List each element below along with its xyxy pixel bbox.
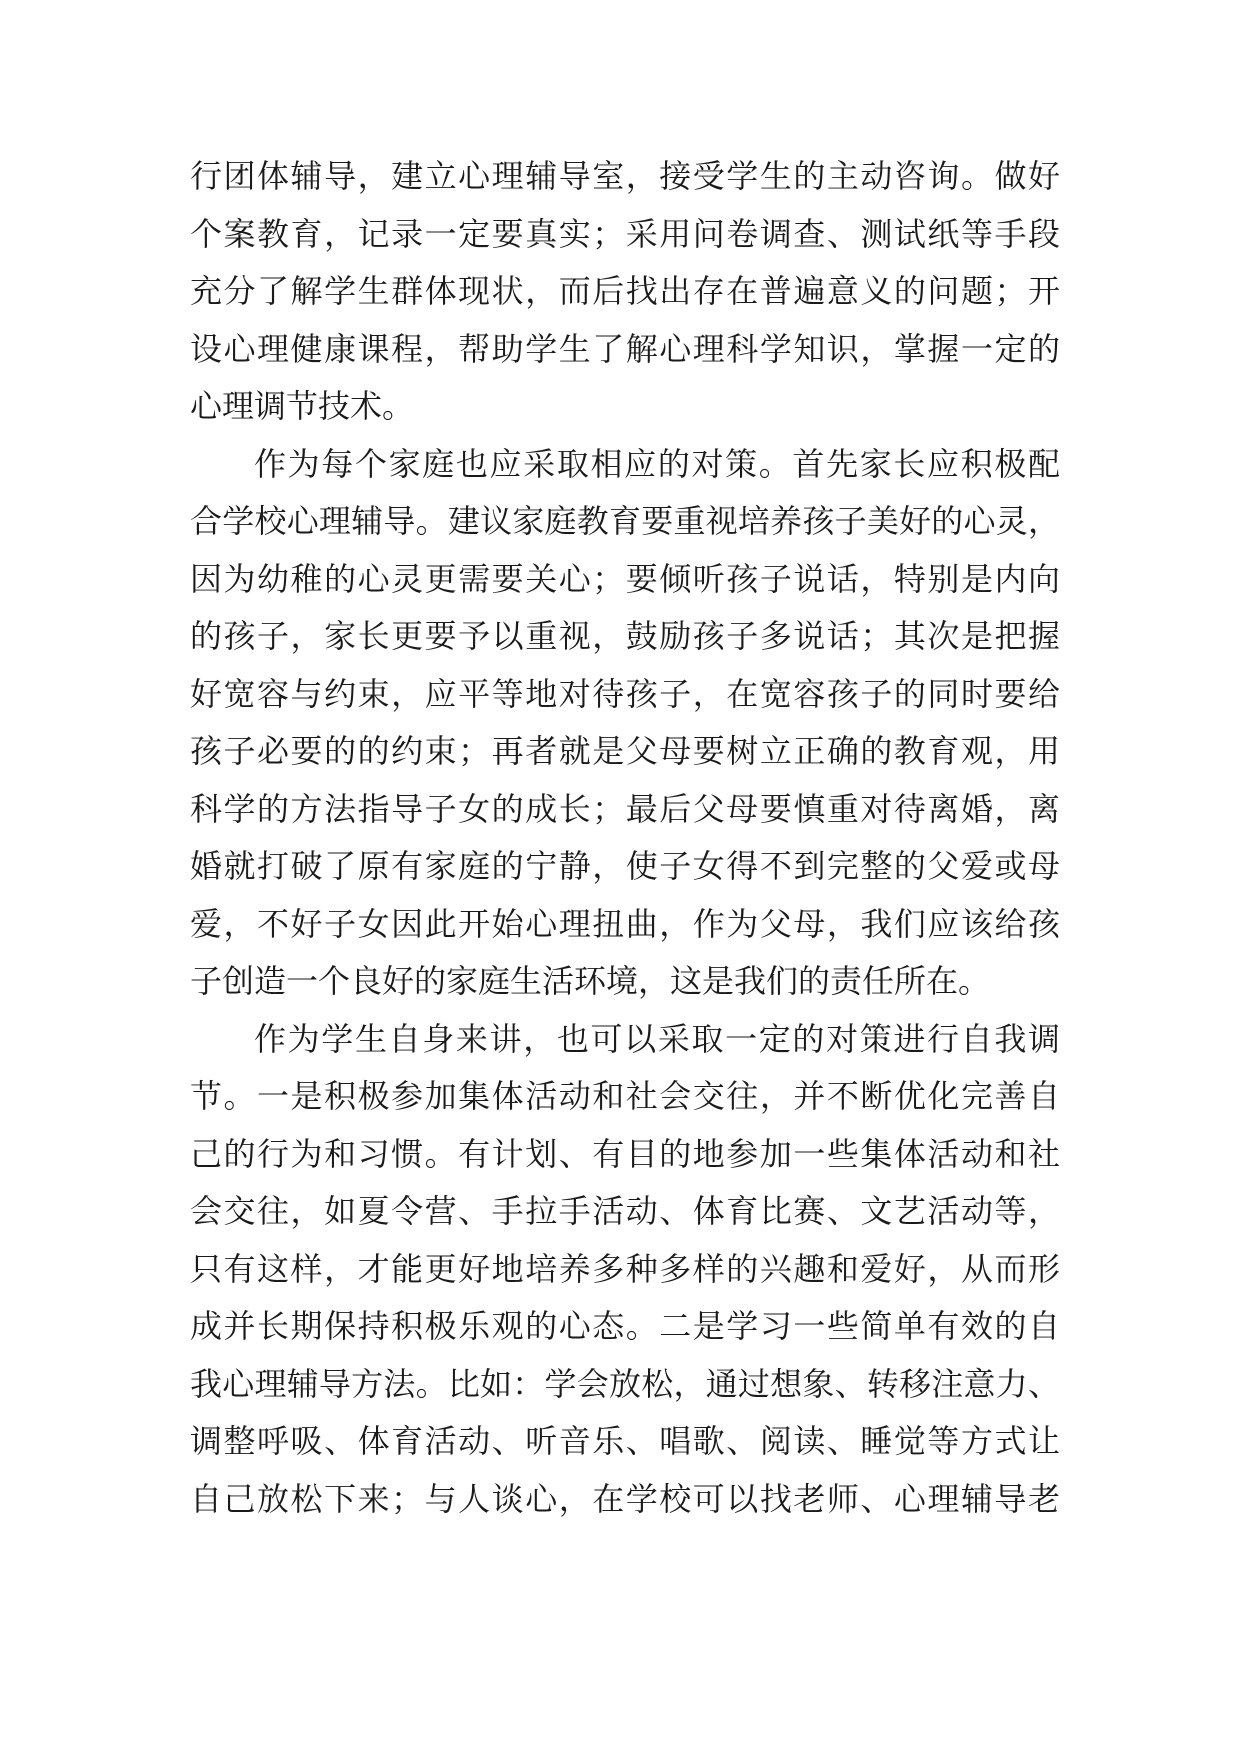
text-line: 作为学生自身来讲，也可以采取一定的对策进行自我调 [254, 1019, 1060, 1058]
text-line: 婚就打破了原有家庭的宁静，使子女得不到完整的父爱或母 [190, 847, 1060, 885]
document-body [190, 148, 1060, 1528]
text-line: 行团体辅导，建立心理辅导室，接受学生的主动咨询。做好 [190, 157, 1060, 195]
text-line: 科学的方法指导子女的成长；最后父母要慎重对待离婚，离 [190, 789, 1060, 828]
text-line: 充分了解学生群体现状，而后找出存在普遍意义的问题；开 [190, 272, 1060, 310]
text-line: 的孩子，家长更要予以重视，鼓励孩子多说话；其次是把握 [190, 617, 1060, 655]
text-line: 心理调节技术。 [190, 387, 415, 425]
text-line: 个案教育，记录一定要真实；采用问卷调查、测试纸等手段 [190, 214, 1060, 253]
text-line: 因为幼稚的心灵更需要关心；要倾听孩子说话，特别是内向 [190, 559, 1060, 598]
text-line: 孩子必要的的约束；再者就是父母要树立正确的教育观，用 [190, 732, 1060, 770]
text-line: 只有这样，才能更好地培养多种多样的兴趣和爱好，从而形 [190, 1249, 1060, 1288]
text-line: 子创造一个良好的家庭生活环境，这是我们的责任所在。 [190, 962, 991, 1000]
text-line: 会交往，如夏令营、手拉手活动、体育比赛、文艺活动等， [190, 1192, 1060, 1230]
text-line: 自己放松下来；与人谈心，在学校可以找老师、心理辅导老 [190, 1479, 1060, 1518]
text-line: 爱，不好子女因此开始心理扭曲，作为父母，我们应该给孩 [190, 904, 1060, 943]
text-line: 己的行为和习惯。有计划、有目的地参加一些集体活动和社 [190, 1134, 1060, 1173]
text-line: 合学校心理辅导。建议家庭教育要重视培养孩子美好的心灵， [190, 502, 1060, 540]
text-line: 设心理健康课程，帮助学生了解心理科学知识，掌握一定的 [190, 329, 1060, 368]
text-line: 调整呼吸、体育活动、听音乐、唱歌、阅读、睡觉等方式让 [190, 1422, 1060, 1460]
text-line: 成并长期保持积极乐观的心态。二是学习一些简单有效的自 [190, 1307, 1060, 1345]
text-line: 我心理辅导方法。比如：学会放松，通过想象、转移注意力、 [190, 1364, 1060, 1403]
text-line: 节。一是积极参加集体活动和社会交往，并不断优化完善自 [190, 1077, 1060, 1115]
text-line: 作为每个家庭也应采取相应的对策。首先家长应积极配 [254, 444, 1060, 483]
text-line: 好宽容与约束，应平等地对待孩子，在宽容孩子的同时要给 [190, 674, 1060, 713]
